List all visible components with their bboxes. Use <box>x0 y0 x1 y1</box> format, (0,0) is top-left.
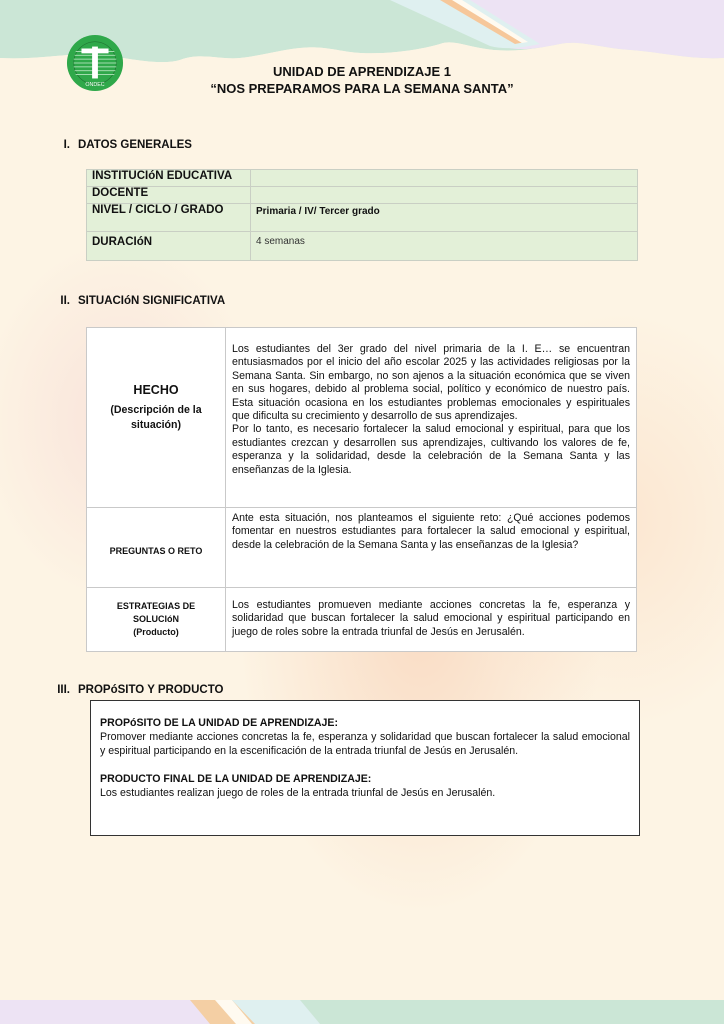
hecho-text: Los estudiantes del 3er grado del nivel primaria de la I. E… se encuentran entusiasmados por el inicio del año escolar 2025 y las actividades religiosas por la Semana Santa. Sin embargo, no son ajenos a la situación económica que se viven en sus hogares, debido al problema social, político y económico de nuestro país. Esta situación ocasiona en los estudiantes problemas emocionales y espirituales que dificulta su crecimiento y desarrollo de sus aprendizajes. <box>232 343 630 423</box>
table-row-estrategias <box>87 588 637 652</box>
section-title: DATOS GENERALES <box>78 139 192 151</box>
datos-generales-table <box>86 169 638 261</box>
section-number: II. <box>60 295 70 307</box>
table-row <box>87 204 638 232</box>
estrategias-label-1: ESTRATEGIAS DE <box>116 601 196 611</box>
proposito-text: Promover mediante acciones concretas la fe, esperanza y solidaridad que buscan fortalecer la salud emocional y espiritual participando en la escenificación de la entrada triunfal de Jesús en Jerusalén. <box>100 731 630 757</box>
hecho-label: HECHO <box>133 383 179 397</box>
section-number: III. <box>57 684 70 696</box>
estrategias-label-3: (Producto) <box>133 627 179 637</box>
reto-label: PREGUNTAS O RETO <box>87 508 226 588</box>
bottom-decoration <box>0 1000 724 1024</box>
hecho-text-2: Por lo tanto, es necesario fortalecer la salud emocional y espiritual, para que los estudiantes crezcan y desarrollen sus aprendizajes, cultivando los valores de fe, esperanza y la solidaridad, desde la celebración de la Semana Santa y las enseñanzas de la Iglesia. <box>232 423 630 476</box>
value-duracion: 4 semanas <box>251 232 638 261</box>
producto-heading: PRODUCTO FINAL DE LA UNIDAD DE APRENDIZAJE: <box>100 773 372 785</box>
section-heading-datos <box>50 139 192 151</box>
label-nivel: NIVEL / CICLO / GRADO <box>87 204 251 232</box>
unit-subtitle: “NOS PREPARAMOS PARA LA SEMANA SANTA” <box>210 81 514 96</box>
table-row <box>87 232 638 261</box>
proposito-box <box>90 700 640 836</box>
value-docente <box>251 187 638 204</box>
value-institucion <box>251 170 638 187</box>
producto-text: Los estudiantes realizan juego de roles de la entrada triunfal de Jesús en Jerusalén. <box>100 787 496 799</box>
hecho-label-cell <box>87 328 226 508</box>
situacion-table <box>86 327 637 652</box>
table-row <box>87 187 638 204</box>
hecho-text-cell <box>226 328 637 508</box>
section-title: PROPóSITO Y PRODUCTO <box>78 684 224 696</box>
table-row <box>87 170 638 187</box>
estrategias-label-2: SOLUCIóN <box>133 614 179 624</box>
table-row-reto <box>87 508 637 588</box>
svg-text:ONDEC: ONDEC <box>85 82 105 89</box>
label-docente: DOCENTE <box>87 187 251 204</box>
value-nivel: Primaria / IV/ Tercer grado <box>251 204 638 232</box>
unit-title: UNIDAD DE APRENDIZAJE 1 <box>273 64 451 79</box>
proposito-heading: PROPóSITO DE LA UNIDAD DE APRENDIZAJE: <box>100 717 338 729</box>
section-heading-proposito <box>50 684 224 696</box>
reto-text: Ante esta situación, nos planteamos el siguiente reto: ¿Qué acciones podemos fomentar en nuestros estudiantes para fortalecer la salud emocional y espiritual, desde la celebración de la Semana Santa y las enseñanzas de la Iglesia? <box>226 508 637 588</box>
table-row-hecho <box>87 328 637 508</box>
hecho-sublabel: (Descripción de la situación) <box>110 404 202 431</box>
section-title: SITUACIóN SIGNIFICATIVA <box>78 295 226 307</box>
label-duracion: DURACIóN <box>87 232 251 261</box>
section-number: I. <box>63 139 70 151</box>
label-institucion: INSTITUCIóN EDUCATIVA <box>87 170 251 187</box>
section-heading-situacion <box>50 295 225 307</box>
estrategias-label-cell <box>87 588 226 652</box>
estrategias-text: Los estudiantes promueven mediante acciones concretas la fe, esperanza y solidaridad que buscan fortalecer la salud emocional y espiritual participando en juego de roles sobre la entrada triunfal de Jesús en Jerusalén. <box>226 588 637 652</box>
